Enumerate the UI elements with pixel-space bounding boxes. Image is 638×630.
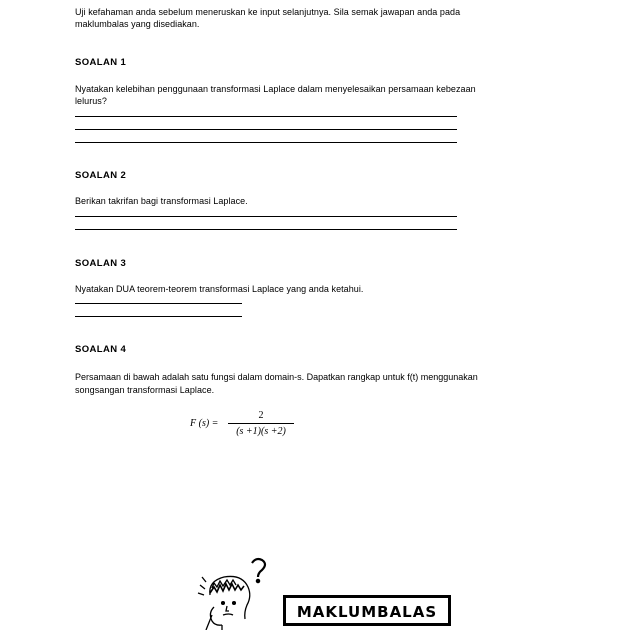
formula-denominator: (s +1)(s +2) xyxy=(236,426,286,437)
answer-line xyxy=(75,142,457,143)
intro-line-1: Uji kefahaman anda sebelum meneruskan ke input selanjutnya. Sila semak jawapan anda pada xyxy=(75,7,461,17)
question-1-line-2: lelurus? xyxy=(75,96,107,106)
answer-line xyxy=(75,316,242,317)
question-1-heading: SOALAN 1 xyxy=(75,57,127,68)
question-3-heading: SOALAN 3 xyxy=(75,258,127,269)
answer-line xyxy=(75,129,457,130)
thinking-student-icon xyxy=(190,555,285,630)
question-2-heading: SOALAN 2 xyxy=(75,170,127,181)
answer-line xyxy=(75,116,457,117)
question-4-line-1: Persamaan di bawah adalah satu fungsi dalam domain-s. Dapatkan rangkap untuk f(t) menggunakan xyxy=(75,372,478,382)
feedback-banner xyxy=(283,595,451,626)
question-3-text: Nyatakan DUA teorem-teorem transformasi Laplace yang anda ketahui. xyxy=(75,284,364,294)
question-4-line-2: songsangan transformasi Laplace. xyxy=(75,385,215,395)
formula-numerator: 2 xyxy=(258,410,264,421)
answer-line xyxy=(75,303,242,304)
formula-lhs: F (s) = xyxy=(190,418,219,429)
fraction-bar xyxy=(228,423,294,424)
answer-line xyxy=(75,216,457,217)
question-4-heading: SOALAN 4 xyxy=(75,344,127,355)
intro-line-2: maklumbalas yang disediakan. xyxy=(75,19,200,29)
question-2-text: Berikan takrifan bagi transformasi Laplace. xyxy=(75,196,248,206)
feedback-label: MAKLUMBALAS xyxy=(296,603,438,621)
answer-line xyxy=(75,229,457,230)
question-1-line-1: Nyatakan kelebihan penggunaan transformasi Laplace dalam menyelesaikan persamaan kebezaan xyxy=(75,84,476,94)
